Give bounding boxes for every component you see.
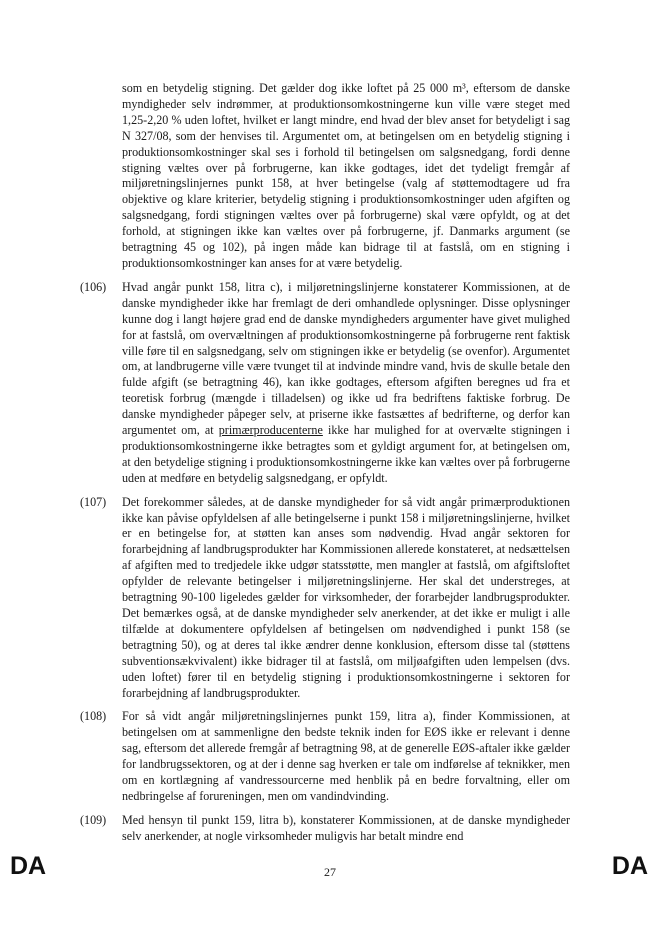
paragraph-108 <box>80 709 570 804</box>
language-code-left: DA <box>10 852 47 880</box>
paragraph-text: For så vidt angår miljøretningslinjernes punkt 159, litra a), finder Kommissionen, at betingelsen om at sammenligne den bedste teknik inden for EØS ikke er relevant i denne sag, eftersom det allerede fremgår af betragtning 98, at de generelle EØS-aftaler ikke gælder for landbrugssektoren, og at der i denne sag hverken er tale om indførelse af teknikker, men om en kortlægning af vandressourcerne med henblik på en bedre forvaltning, eller om nedbringelse af forureningen, men om vandindvinding. <box>122 709 570 803</box>
paragraph-number: (107) <box>80 494 107 509</box>
paragraph-number: (109) <box>80 812 107 827</box>
paragraph-text-part: Hvad angår punkt 158, litra c), i miljøretningslinjerne konstaterer Kommissionen, at de danske myndigheder ikke har fremlagt de deri omhandlede oplysninger. Disse oplysninger kunne dog i langt højere grad end de danske myndigheders argumenter have givet mulighed for at fastslå, om overvæltningen af produktionsomkostningerne på forbrugerne rent faktisk ville føre til en salgsnedgang, selv om stigningen ikke er betydelig (se ovenfor). Argumentet om, at landbrugerne ville være tvunget til at indvinde mindre vand, hvis de skulle betale den fulde afgift (se betragtning 46), kan ikke godtages, eftersom afgiften beregnes ud fra et teoretisk forbrug (mængde i tilladelsen) og ikke ud fra bedriftens faktiske forbrug. De danske myndigheder påpeger selv, at priserne ikke fastsættes af bedrifterne, og derfor kan argumentet om, at <box>122 279 570 438</box>
paragraph-109 <box>80 813 570 845</box>
page-number: 27 <box>324 865 336 879</box>
paragraph-107 <box>80 495 570 702</box>
underlined-term: primærproducenterne <box>218 423 323 438</box>
intro-paragraph: som en betydelig stigning. Det gælder dog ikke loftet på 25 000 m³, eftersom de danske myndigheder selv indrømmer, at produktionsomkostningerne kun ville være steget med 1,25-2,20 % uden loftet, hvilket er langt mindre, end hvad der blev anset for betydeligt i sag N 327/08, som der henvises til. Argumentet om, at betingelsen om en betydelig stigning i produktionsomkostninger skal ses i forhold til betingelsen om salgsnedgang, fordi denne stigning væltes over på forbrugerne, kan ikke godtages, idet det tydeligt fremgår af miljøretningslinjernes punkt 158, at hver betingelse (valg af støttemodtagere ud fra objektive og klare kriterier, betydelig stigning i produktionsomkostninger uden afgiften og salgsnedgang, fordi stigningen væltes over på forbrugerne) skal være opfyldt, og at det forhold, at stigningen ikke kan væltes over på forbrugerne, jf. Danmarks argument (se betragtning 45 og 102), på ingen måde kan bidrage til at fastslå, om en stigning i produktionsomkostninger kan anses for at være betydelig. <box>122 81 570 270</box>
paragraph-number: (108) <box>80 709 107 724</box>
paragraph-text: Med hensyn til punkt 159, litra b), konstaterer Kommissionen, at de danske myndigheder selv anerkender, at nogle virksomheder muligvis har betalt mindre end <box>122 812 570 843</box>
paragraph-text: Det forekommer således, at de danske myndigheder for så vidt angår primærproduktionen ikke kan påvise opfyldelsen af alle betingelserne i punkt 158 i miljøretningslinjerne, hvilket er en betingelse for, at støtten kan anses som nødvendig. Hvad angår sektoren for forarbejdning af landbrugsprodukter har Kommissionen allerede konstateret, at nedsættelsen af afgiften med to tredjedele ikke udgør statsstøtte, men mangler at fastslå, om afgiftsloftet opfylder de relevante betingelser i miljøretningslinjerne. Her skal det understreges, at betragtning 90-100 ligeledes gælder for virksomheder, der forarbejder landbrugsprodukter. Det bemærkes også, at de danske myndigheder selv anerkender, at det ikke er muligt i alle tilfælde at dokumentere opfyldelsen af betingelsen om nødvendighed i punkt 158 (se betragtning 50), og at deres tal ikke ændrer denne konklusion, eftersom disse tal (støttens subventionsækvivalent) ikke bidrager til at fastslå, om miljøafgiften uden lempelsen (dvs. uden loftet) fører til en betydelig stigning i produktionsomkostningerne i sektoren for forarbejdning af landbrugsprodukter. <box>122 494 570 700</box>
paragraph-106 <box>80 280 570 487</box>
paragraph-text <box>122 280 570 487</box>
paragraph-number: (106) <box>80 279 107 294</box>
paragraph-text-part: ikke har mulighed for at overvælte stigningen i produktionsomkostningerne ikke betragtes som et gyldigt argument for, at betingelsen om, at den betydelige stigning i produktionsomkostningerne ikke kan væltes over på forbrugerne uden at medføre en betydelig salgsnedgang, er opfyldt. <box>122 423 570 485</box>
language-code-right: DA <box>611 852 648 880</box>
document-body <box>80 81 570 845</box>
